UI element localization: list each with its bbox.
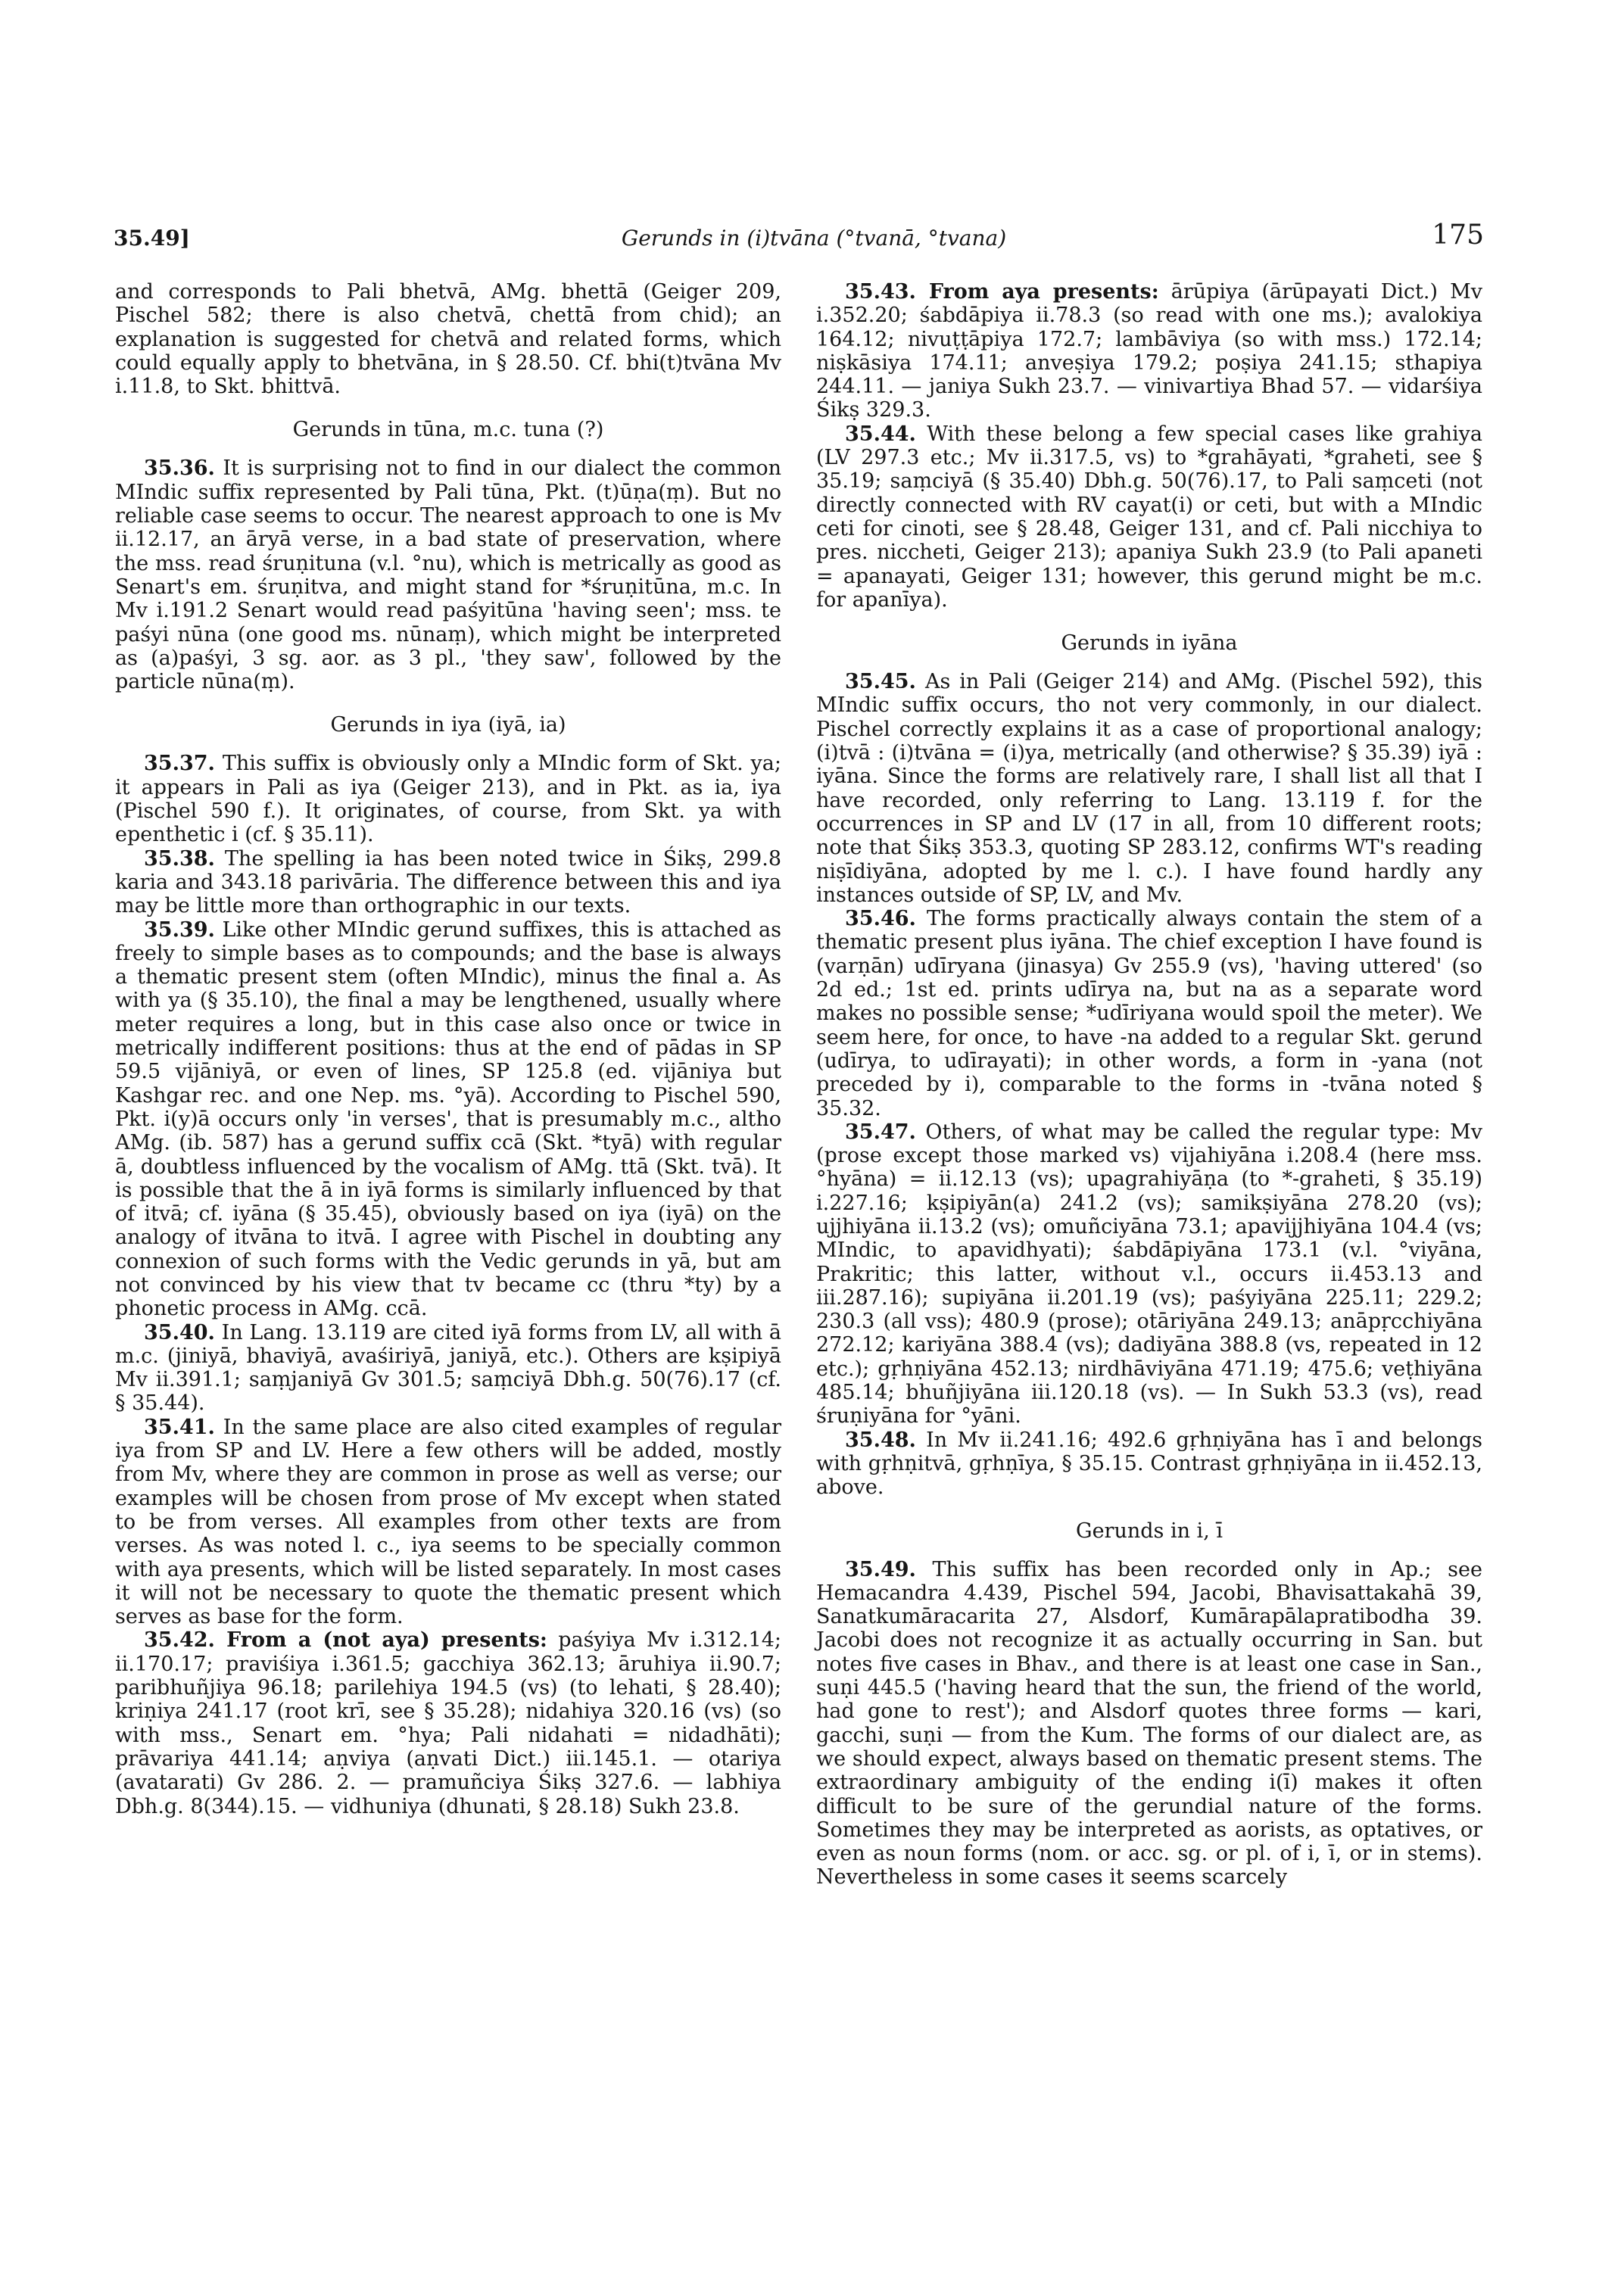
paragraph: 35.45. As in Pali (Geiger 214) and AMg. (Pischel 592), this MIndic suffix occurs, tho not very commonly, in our dialect. Pischel correctly explains it as a case of proportional analogy; (i)tvā : (i)tvāna = (i)ya, metrically (and otherwise? § 35.39) iyā : iyāna. Since the forms are relatively rare, I shall list all that I have recorded, only referring to Lang. 13.119 f. for the occurrences in SP and LV (17 in all, from 10 different roots; note that Śikṣ 353.3, quoting SP 283.12, confirms WT's reading niṣīdiyāna, adopted by me l. c.). I have found hardly any instances outside of SP, LV, and Mv. — [816, 670, 1482, 907]
paragraph-number: 35.39. — [144, 918, 215, 942]
left-column — [115, 280, 781, 1818]
paragraph-number: 35.46. — [845, 907, 916, 931]
paragraph: 35.49. This suffix has been recorded only in Ap.; see Hemacandra 4.439, Pischel 594, Jacobi, Bhavisattakahā 39, Sanatkumāracarita 27, Alsdorf, Kumārapālapratibodha 39. Jacobi does not recognize it as actually occurring in San. but notes five cases in Bhav., and there is at least one case in San., suṇi 445.5 ('having heard that the sun, the friend of the world, had gone to rest'); and Alsdorf quotes three forms — kari, gacchi, suṇi — from the Kum. The forms of our dialect are, as we should expect, always based on thematic present stems. The extraordinary ambiguity of the ending i(ī) makes it often difficult to be sure of the gerundial nature of the forms. Sometimes they may be interpreted as aorists, as optatives, or even as noun forms (nom. or acc. sg. or pl. of i, ī, or in stems). Nevertheless in some cases it seems scarcely — [816, 1557, 1482, 1890]
paragraph-number: 35.48. — [845, 1428, 916, 1452]
paragraph: 35.41. In the same place are also cited examples of regular iya from SP and LV. Here a few others will be added, mostly from Mv, where they are common in prose as well as verse; our examples will be chosen from prose of Mv except when stated to be from verses. All examples from other texts are from verses. As was noted l. c., iya seems to be specially common with aya presents, which will be listed separately. In most cases it will not be necessary to quote the thematic present which serves as base for the form. — [115, 1415, 781, 1629]
paragraph: 35.39. Like other MIndic gerund suffixes, this is attached as freely to simple bases as to compounds; and the base is always a thematic present stem (often MIndic), minus the final a. As with ya (§ 35.10), the final a may be lengthened, usually where meter requires a long, but in this case also once or twice in metrically indifferent positions: thus at the end of pādas in SP 59.5 vijāniyā, or even of lines, SP 125.8 (ed. vijāniya but Kashgar rec. and one Nep. ms. °yā). According to Pischel 590, Pkt. i(y)ā occurs only 'in verses', that is presumably m.c., altho AMg. (ib. 587) has a gerund suffix ccā (Skt. *tyā) with regular ā, doubtless influenced by the vocalism of AMg. ttā (Skt. tvā). It is possible that the ā in iyā forms is similarly influenced by that of itvā; cf. iyāna (§ 35.45), obviously based on iya (iyā) on the analogy of itvāna to itvā. I agree with Pischel in doubting any connexion of such forms with the Vedic gerunds in yā, but am not convinced by his view that tv became cc (thru *ty) by a phonetic process in AMg. ccā. — [115, 918, 782, 1321]
paragraph-number: 35.41. — [144, 1415, 215, 1439]
paragraph-number: 35.36. — [144, 456, 215, 481]
paragraph: 35.44. With these belong a few special cases like grahiya (LV 297.3 etc.; Mv ii.317.5, vs) to *grahāyati, *graheti, see § 35.19; saṃciyā (§ 35.40) Dbh.g. 50(76).17, to Pali saṃceti (not directly connected with RV cayat(i) or ceti, but with a MIndic ceti for cinoti, see § 28.48, Geiger 131, and cf. Pali nicchiya to pres. niccheti, Geiger 213); apaniya Sukh 23.9 (to Pali apaneti = apanayati, Geiger 131; however, this gerund might be m.c. for apanīya). — [816, 422, 1482, 612]
right-column — [816, 280, 1482, 1890]
paragraph: 35.38. The spelling ia has been noted twice in Śikṣ, 299.8 karia and 343.18 parivāria. The difference between this and iya may be little more than orthographic in our texts. — [115, 846, 781, 918]
paragraph: 35.40. In Lang. 13.119 are cited iyā forms from LV, all with ā m.c. (jiniyā, bhaviyā, avaśiriyā, janiyā, etc.). Others are kṣipiyā Mv ii.391.1; saṃjaniyā Gv 301.5; saṃciyā Dbh.g. 50(76).17 (cf. § 35.44). — [115, 1320, 781, 1416]
paragraph-number: 35.42. From a (not aya) presents: — [144, 1628, 547, 1653]
section-heading: Gerunds in iya (iyā, ia) — [330, 713, 566, 737]
paragraph-number: 35.49. — [845, 1557, 916, 1581]
section-reference: 35.49] — [114, 226, 190, 251]
paragraph: 35.47. Others, of what may be called the regular type: Mv (prose except those marked vs) vijahiyāna i.208.4 (here mss. °hyāna) = ii.12.13 (vs); upagrahiyāṇa (to *-graheti, § 35.19) i.227.16; kṣipiyān(a) 241.2 (vs); samikṣiyāna 278.20 (vs); ujjhiyāna ii.13.2 (vs); omuñciyāna 73.1; apavijjhiyāna 104.4 (vs; MIndic, to apavidhyati); śabdāpiyāna 173.1 (v.l. °viyāna, Prakritic; this latter, without v.l., occurs ii.453.13 and iii.287.16); supiyāna ii.201.19 (vs); paśyiyāna 225.11; 229.2; 230.3 (all vss); 480.9 (prose); otāriyāna 249.13; anāpṛcchiyāna 272.12; kariyāna 388.4 (vs); dadiyāna 388.8 (vs, repeated in 12 etc.); gṛhṇiyāna 452.13; nirdhāviyāna 471.19; 475.6; veṭhiyāna 485.14; bhuñjiyāna iii.120.18 (vs). — In Sukh 53.3 (vs), read śruṇiyāna for °yāni. — [816, 1120, 1482, 1428]
running-title: Gerunds in (i)tvāna (°tvanā, °tvana) — [621, 226, 1007, 251]
paragraph-number: 35.43. From aya presents: — [845, 280, 1159, 304]
section-heading: Gerunds in iyāna — [1061, 631, 1238, 656]
paragraph-number: 35.47. — [845, 1120, 916, 1144]
paragraph: and corresponds to Pali bhetvā, AMg. bhettā (Geiger 209, Pischel 582; there is also chetvā, chettā from chid); an explanation is suggested for chetvā and related forms, which could equally apply to bhetvāna, in § 28.50. Cf. bhi(t)tvāna Mv i.11.8, to Skt. bhittvā. — [115, 280, 781, 399]
paragraph-number: 35.44. — [845, 422, 916, 446]
paragraph: 35.46. The forms practically always contain the stem of a thematic present plus iyāna. The chief exception I have found is (varṇān) udīryana (jinasya) Gv 255.9 (vs), 'having uttered' (so 2d ed.; 1st ed. prints udīrya na, but na as a separate word makes no possible sense; *udīriyana would spoil the meter). We seem here, for once, to have -na added to a regular Skt. gerund (udīrya, to udīrayati); in other words, a form in -yana (not preceded by i), comparable to the forms in -tvāna noted § 35.32. — [816, 907, 1482, 1120]
paragraph: 35.48. In Mv ii.241.16; 492.6 gṛhṇiyāna has ī and belongs with gṛhṇitvā, gṛhṇīya, § 35.15. Contrast gṛhṇiyāṇa in ii.452.13, above. — [816, 1428, 1482, 1500]
page-header — [114, 220, 1514, 265]
paragraph-number: 35.38. — [144, 846, 215, 871]
paragraph: 35.36. It is surprising not to find in our dialect the common MIndic suffix represented by Pali tūna, Pkt. (t)ūṇa(ṃ). But no reliable case seems to occur. The nearest approach to one is Mv ii.12.17, an āryā verse, in a bad state of preservation, where the mss. read śruṇituna (v.l. °nu), which is metrically as good as Senart's em. śruṇitva, and might stand for *śruṇitūna, m.c. In Mv i.191.2 Senart would read paśyitūna 'having seen'; mss. te paśyi nūna (one good ms. nūnaṃ), which might be interpreted as (a)paśyi, 3 sg. aor. as 3 pl., 'they saw', followed by the particle nūna(ṃ). — [115, 456, 781, 694]
page-number: 175 — [1432, 220, 1484, 251]
paragraph: 35.42. From a (not aya) presents: paśyiya Mv i.312.14; ii.170.17; praviśiya i.361.5; gacchiya 362.13; āruhiya ii.90.7; paribhuñjiya 96.18; parilehiya 194.5 (vs) (to lehati, § 28.40); kriṇiya 241.17 (root krī, see § 35.28); nidahiya 320.16 (vs) (so with mss., Senart em. °hya; Pali nidahati = nidadhāti); prāvariya 441.14; aṇviya (aṇvati Dict.) iii.145.1. — otariya (avatarati) Gv 286. 2. — pramuñciya Śikṣ 327.6. — labhiya Dbh.g. 8(344).15. — vidhuniya (dhunati, § 28.18) Sukh 23.8. — [115, 1628, 781, 1818]
paragraph: 35.43. From aya presents: ārūpiya (ārūpayati Dict.) Mv i.352.20; śabdāpiya ii.78.3 (so read with one ms.); avalokiya 164.12; nivuṭṭāpiya 172.7; lambāviya (so with mss.) 172.14; niṣkāsiya 174.11; anveṣiya 179.2; poṣiya 241.15; sthapiya 244.11. — janiya Sukh 23.7. — vinivartiya Bhad 57. — vidarśiya Śikṣ 329.3. — [816, 280, 1482, 422]
paragraph-number: 35.37. — [144, 752, 215, 776]
section-heading: Gerunds in tūna, m.c. tuna (?) — [292, 418, 604, 442]
paragraph: 35.37. This suffix is obviously only a MIndic form of Skt. ya; it appears in Pali as iya (Geiger 213), and in Pkt. as ia, iya (Pischel 590 f.). It originates, of course, from Skt. ya with epenthetic i (cf. § 35.11). — [115, 752, 781, 847]
paragraph-number: 35.45. — [845, 670, 916, 694]
section-heading: Gerunds in i, ī — [1076, 1519, 1223, 1543]
paragraph-number: 35.40. — [144, 1320, 215, 1344]
